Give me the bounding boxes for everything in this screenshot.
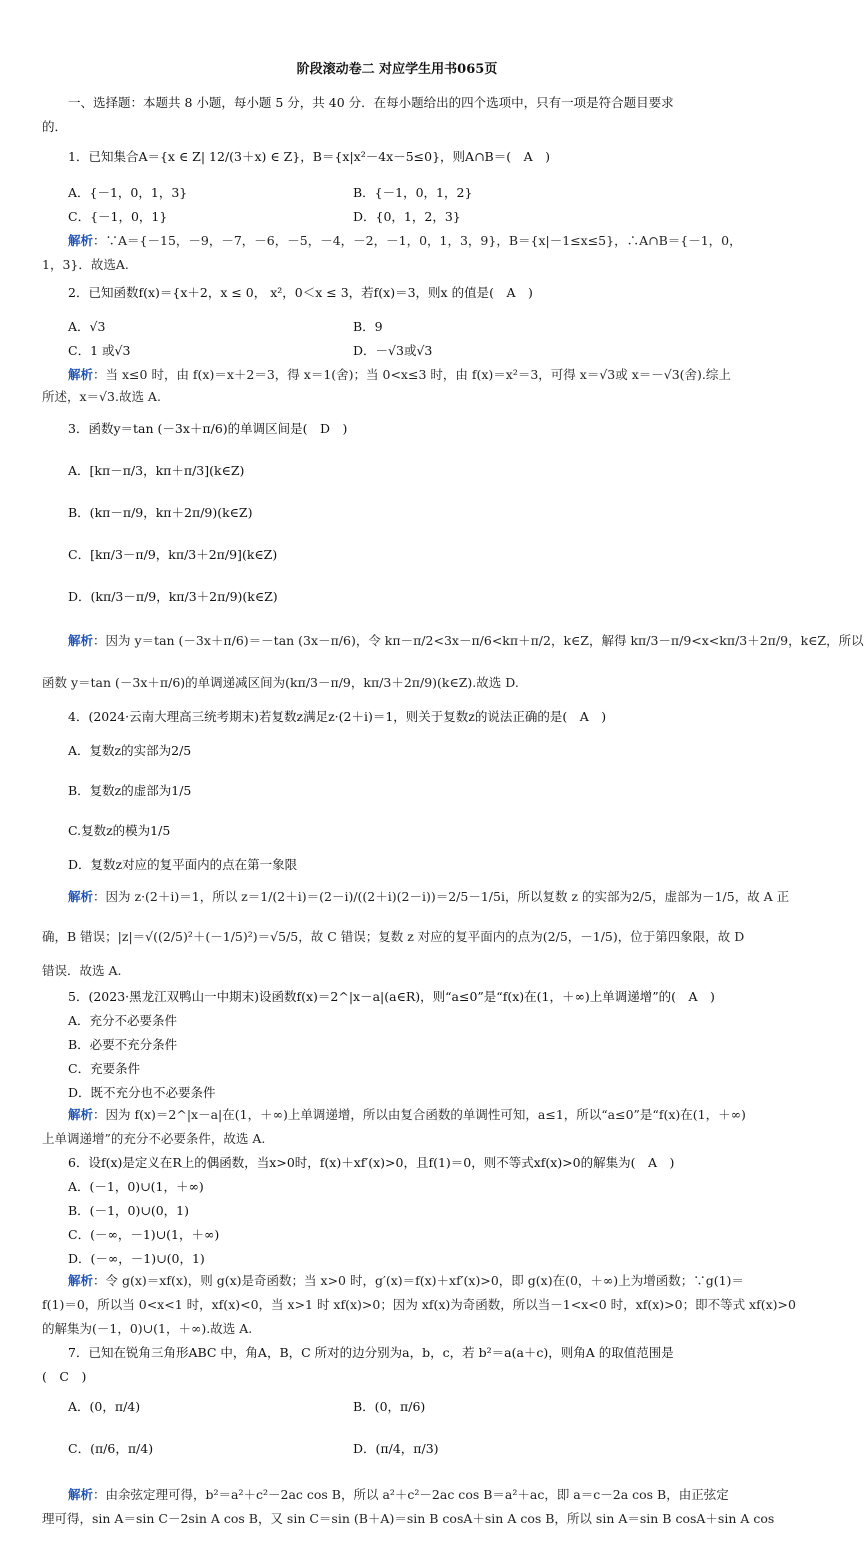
question-6-option-a: A．(－1，0)∪(1，＋∞)	[68, 1179, 204, 1194]
question-1-solution-line-2: 1，3}．故选A.	[42, 257, 129, 272]
question-1-solution-line-1	[68, 232, 754, 250]
question-6-option-b: B．(－1，0)∪(0，1)	[68, 1203, 189, 1218]
page-title: 阶段滚动卷二 对应学生用书065页	[296, 62, 498, 77]
question-5-solution-line-1	[68, 1106, 754, 1124]
question-1-stem: 1．已知集合A＝{x ∈ Z| 12/(3＋x) ∈ Z}，B＝{x|x²－4x－5≤0}，则A∩B＝( A )	[68, 149, 551, 164]
solution-label: 解析	[68, 367, 94, 382]
question-5-solution-line-2: 上单调递增”的充分不必要条件，故选 A.	[42, 1131, 266, 1146]
solution-text: ：当 x≤0 时，由 f(x)＝x＋2＝3，得 x＝1(舍)；当 0<x≤3 时，由 f(x)＝x²＝3，可得 x＝√3或 x＝－√3(舍).综上	[93, 367, 731, 382]
question-6-solution-line-2: f(1)＝0，所以当 0<x<1 时，xf(x)<0，当 x>1 时 xf(x)>0；因为 xf(x)为奇函数，所以当－1<x<0 时，xf(x)>0；即不等式 xf(x)>0	[42, 1297, 796, 1312]
solution-text: ：由余弦定理可得，b²＝a²＋c²－2ac cos B，所以 a²＋c²－2ac cos B＝a²＋ac，即 a＝c－2a cos B，由正弦定	[93, 1487, 729, 1502]
solution-label: 解析	[68, 1487, 94, 1502]
solution-label: 解析	[68, 1107, 94, 1122]
question-7-option-c: C．(π/6，π/4)	[68, 1441, 154, 1456]
solution-label: 解析	[68, 889, 94, 904]
question-6-solution-line-3: 的解集为(－1，0)∪(1，＋∞).故选 A.	[42, 1321, 253, 1336]
question-4-solution-line-1	[68, 888, 790, 906]
question-7-option-a: A．(0，π/4)	[68, 1399, 141, 1414]
question-2-option-d: D．－√3或√3	[353, 343, 433, 358]
question-1-option-d: D．{0，1，2，3}	[353, 209, 461, 224]
question-7-stem: 7．已知在锐角三角形ABC 中，角A，B，C 所对的边分别为a，b，c，若 b²＝a(a＋c)，则角A 的取值范围是	[68, 1345, 674, 1360]
question-4-solution-line-3: 错误．故选 A.	[42, 963, 122, 978]
section-heading-cont: 的．	[42, 119, 68, 134]
solution-text: ：因为 f(x)＝2^|x－a|在(1，＋∞)上单调递增，所以由复合函数的单调性可知，a≤1，所以“a≤0”是“f(x)在(1，＋∞)	[93, 1107, 746, 1122]
question-4-stem: 4．(2024·云南大理高三统考期末)若复数z满足z·(2＋i)＝1，则关于复数z的说法正确的是( A )	[68, 709, 607, 724]
question-5-option-a: A．充分不必要条件	[68, 1013, 178, 1028]
question-3-stem: 3．函数y＝tan (－3x＋π/6)的单调区间是( D )	[68, 421, 348, 436]
question-6-option-c: C．(－∞，－1)∪(1，＋∞)	[68, 1227, 220, 1242]
question-4-option-a: A．复数z的实部为2/5	[68, 743, 192, 758]
question-1-option-b: B．{－1，0，1，2}	[353, 185, 473, 200]
question-1-option-a: A．{－1，0，1，3}	[68, 185, 188, 200]
question-7-stem-cont: ( C )	[42, 1369, 87, 1384]
question-7-solution-line-2: 理可得，sin A＝sin C－2sin A cos B，又 sin C＝sin (B＋A)＝sin B cosA＋sin A cos B，所以 sin A＝sin B cosA＋sin A cos	[42, 1511, 775, 1526]
question-5-option-d: D．既不充分也不必要条件	[68, 1085, 216, 1100]
question-6-option-d: D．(－∞，－1)∪(0，1)	[68, 1251, 205, 1266]
question-7-option-b: B．(0，π/6)	[353, 1399, 426, 1414]
question-3-solution-line-2: 函数 y＝tan (－3x＋π/6)的单调递减区间为(kπ/3－π/9，kπ/3＋2π/9)(k∈Z).故选 D.	[42, 675, 519, 690]
question-7-option-d: D．(π/4，π/3)	[353, 1441, 439, 1456]
question-5-stem: 5．(2023·黑龙江双鸭山一中期末)设函数f(x)＝2^|x－a|(a∈R)，则“a≤0”是“f(x)在(1，＋∞)上单调递增”的( A )	[68, 989, 715, 1004]
question-3-option-a: A．[kπ－π/3，kπ＋π/3](k∈Z)	[68, 463, 245, 478]
question-2-option-b: B．9	[353, 319, 383, 334]
solution-text: ：因为 y＝tan (－3x＋π/6)＝－tan (3x－π/6)，令 kπ－π/2<3x－π/6<kπ＋π/2，k∈Z，解得 kπ/3－π/9<x<kπ/3＋2π/9，k∈Z，所以	[93, 633, 864, 648]
question-5-option-c: C．充要条件	[68, 1061, 141, 1076]
solution-label: 解析	[68, 1273, 94, 1288]
question-6-stem: 6．设f(x)是定义在R上的偶函数，当x>0时，f(x)＋xf′(x)>0，且f(1)＝0，则不等式xf(x)>0的解集为( A )	[68, 1155, 675, 1170]
question-3-option-c: C．[kπ/3－π/9，kπ/3＋2π/9](k∈Z)	[68, 547, 278, 562]
question-2-option-c: C．1 或√3	[68, 343, 131, 358]
question-2-option-a: A．√3	[68, 319, 106, 334]
question-6-solution-line-1	[68, 1272, 754, 1290]
question-4-option-b: B．复数z的虚部为1/5	[68, 783, 192, 798]
solution-text: ：令 g(x)＝xf(x)，则 g(x)是奇函数；当 x>0 时，g′(x)＝f(x)＋xf′(x)>0，即 g(x)在(0，＋∞)上为增函数；∵g(1)＝	[93, 1273, 744, 1288]
question-4-option-c: C.复数z的模为1/5	[68, 823, 171, 838]
question-7-solution-line-1	[68, 1486, 754, 1504]
question-1-option-c: C．{－1，0，1}	[68, 209, 168, 224]
question-3-option-d: D．(kπ/3－π/9，kπ/3＋2π/9)(k∈Z)	[68, 589, 278, 604]
solution-text: ：因为 z·(2＋i)＝1，所以 z＝1/(2＋i)＝(2－i)/((2＋i)(2－i))＝2/5－1/5i，所以复数 z 的实部为2/5，虚部为－1/5，故 A 正	[93, 889, 790, 904]
question-3-solution-line-1	[68, 632, 864, 650]
section-heading: 一、选择题：本题共 8 小题，每小题 5 分，共 40 分．在每小题给出的四个选项中，只有一项是符合题目要求	[68, 95, 674, 110]
question-5-option-b: B．必要不充分条件	[68, 1037, 178, 1052]
solution-label: 解析	[68, 633, 94, 648]
question-3-option-b: B．(kπ－π/9，kπ＋2π/9)(k∈Z)	[68, 505, 253, 520]
question-4-option-d: D．复数z对应的复平面内的点在第一象限	[68, 857, 298, 872]
question-2-solution-line-2: 所述，x＝√3.故选 A.	[42, 389, 161, 404]
question-4-solution-line-2: 确，B 错误；|z|＝√((2/5)²＋(－1/5)²)＝√5/5，故 C 错误；复数 z 对应的复平面内的点为(2/5，－1/5)，位于第四象限，故 D	[42, 929, 745, 944]
question-2-solution-line-1	[68, 366, 754, 384]
solution-text: ：∵A＝{－15，－9，－7，－6，－5，－4，－2，－1，0，1，3，9}，B＝{x|－1≤x≤5}，∴A∩B＝{－1，0，	[93, 233, 742, 248]
question-2-stem: 2．已知函数f(x)＝{x＋2，x ≤ 0， x²，0＜x ≤ 3，若f(x)＝3，则x 的值是( A )	[68, 285, 533, 300]
solution-label: 解析	[68, 233, 94, 248]
